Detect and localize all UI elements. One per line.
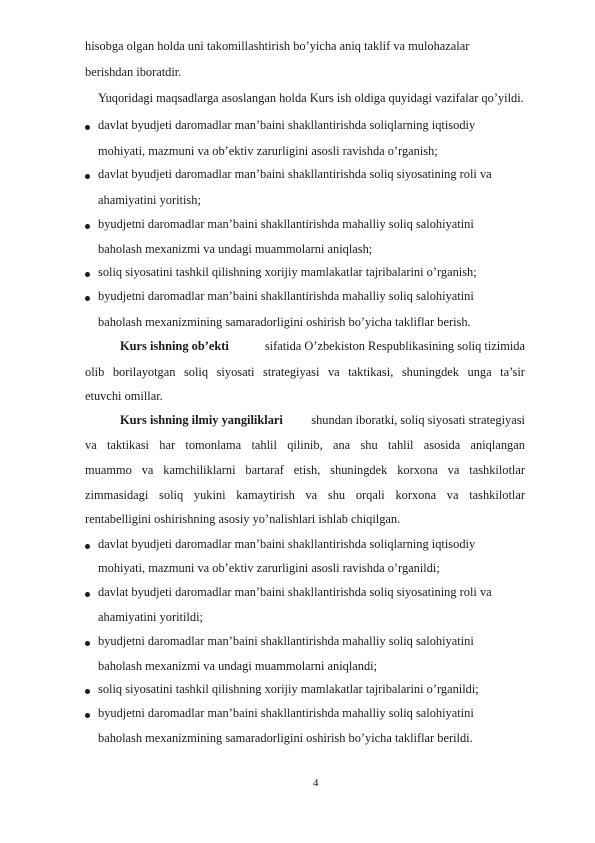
- word: siyosati: [216, 365, 255, 379]
- result-item-text: baholash mexanizmi va undagi muammolarni aniqlandi;: [98, 659, 378, 673]
- word: ana: [332, 438, 351, 452]
- word: aniqlangan: [470, 438, 525, 452]
- page-number: 4: [313, 777, 319, 789]
- task-item-text: soliq siyosatini tashkil qilishning xorijiy mamlakatlar tajribalarini o’rganish;: [98, 265, 477, 279]
- novelty-text: shundan iboratki, soliq siyosati strategiyasi: [311, 413, 525, 427]
- task-item-text: byudjetni daromadlar man’baini shakllantirishda mahalliy soliq salohiyatini: [98, 217, 474, 231]
- object-paragraph-line: [85, 364, 525, 380]
- word: va: [327, 365, 340, 379]
- word: bartaraf: [245, 463, 284, 477]
- word: kamchiliklarni: [163, 463, 236, 477]
- word: taktikasi: [107, 438, 149, 452]
- word: tashkilotlar: [469, 463, 525, 477]
- task-item-text: baholash mexanizmi va undagi muammolarni aniqlash;: [98, 242, 373, 256]
- word: har: [159, 438, 176, 452]
- task-item-text: mohiyati, mazmuni va ob’ektiv zarurligini asosli ravishda o’rganish;: [98, 144, 438, 158]
- word: unga: [467, 365, 492, 379]
- novelty-heading: Kurs ishning ilmiy yangiliklari: [120, 413, 283, 427]
- word: shuningdek: [330, 463, 388, 477]
- bullet-icon: [85, 689, 90, 694]
- bullet-icon: [85, 224, 90, 229]
- bullet-icon: [85, 174, 90, 179]
- novelty-paragraph-line: [85, 462, 525, 478]
- word: va: [446, 488, 459, 502]
- word: strategiyasi: [263, 365, 320, 379]
- task-item-text: baholash mexanizmining samaradorligini oshirish bo’yicha takliflar berish.: [98, 315, 471, 329]
- word: va: [447, 463, 460, 477]
- result-item-text: ahamiyatini yoritildi;: [98, 610, 203, 624]
- word: shu: [360, 438, 378, 452]
- word: borilayotgan: [112, 365, 176, 379]
- novelty-paragraph-line: [85, 487, 525, 503]
- word: taktikasi,: [348, 365, 394, 379]
- novelty-paragraph-line: [120, 412, 525, 428]
- result-item-text: davlat byudjeti daromadlar man’baini shakllantirishda soliqlarning iqtisodiy: [98, 537, 476, 551]
- word: tashkilotlar: [469, 488, 525, 502]
- result-item-text: davlat byudjeti daromadlar man’baini shakllantirishda soliq siyosatining roli va: [98, 585, 492, 599]
- bullet-icon: [85, 125, 90, 130]
- word: muammo: [85, 463, 132, 477]
- word: orqali: [355, 488, 385, 502]
- result-item-text: byudjetni daromadlar man’baini shakllantirishda mahalliy soliq salohiyatini: [98, 706, 474, 720]
- word: korxona: [395, 488, 437, 502]
- result-item-text: soliq siyosatini tashkil qilishning xorijiy mamlakatlar tajribalarini o’rganildi;: [98, 682, 479, 696]
- novelty-paragraph-line: [85, 437, 525, 453]
- word: yukini: [193, 488, 226, 502]
- task-item-text: davlat byudjeti daromadlar man’baini shakllantirishda soliqlarning iqtisodiy: [98, 118, 476, 132]
- word: soliq: [159, 488, 184, 502]
- bullet-icon: [85, 296, 90, 301]
- word: va: [85, 438, 97, 452]
- word: va: [305, 488, 318, 502]
- word: kamaytirish: [236, 488, 295, 502]
- object-heading: Kurs ishning ob’ekti: [120, 339, 229, 353]
- task-item-text: davlat byudjeti daromadlar man’baini shakllantirishda soliq siyosatining roli va: [98, 167, 492, 181]
- word: olib: [85, 365, 105, 379]
- text-line: etuvchi omillar.: [85, 389, 163, 403]
- bullet-icon: [85, 592, 90, 597]
- object-paragraph-line: [120, 338, 525, 354]
- result-item-text: baholash mexanizmining samaradorligini oshirish bo’yicha takliflar berildi.: [98, 731, 473, 745]
- task-item-text: ahamiyatini yoritish;: [98, 193, 201, 207]
- word: zimmasidagi: [85, 488, 149, 502]
- bullet-icon: [85, 544, 90, 549]
- text-line: berishdan iboratdir.: [85, 65, 182, 79]
- bullet-icon: [85, 641, 90, 646]
- word: va: [141, 463, 154, 477]
- bullet-icon: [85, 713, 90, 718]
- word: qilinib,: [287, 438, 323, 452]
- word: tahlil: [251, 438, 277, 452]
- word: shu: [327, 488, 346, 502]
- word: tomonlama: [185, 438, 242, 452]
- bullet-icon: [85, 272, 90, 277]
- word: soliq: [183, 365, 209, 379]
- word: tahlil: [388, 438, 414, 452]
- word: ta’sir: [500, 365, 525, 379]
- text-line: Yuqoridagi maqsadlarga asoslangan holda Kurs ish oldiga quyidagi vazifalar qo’yildi.: [98, 91, 524, 105]
- word: korxona: [397, 463, 438, 477]
- result-item-text: mohiyati, mazmuni va ob’ektiv zarurligini asosli ravishda o’rganildi;: [98, 561, 440, 575]
- result-item-text: byudjetni daromadlar man’baini shakllantirishda mahalliy soliq salohiyatini: [98, 634, 474, 648]
- text-line: rentabelligini oshirishning asosiy yo’nalishlari ishlab chiqilgan.: [85, 512, 401, 526]
- word: asosida: [423, 438, 461, 452]
- task-item-text: byudjetni daromadlar man’baini shakllantirishda mahalliy soliq salohiyatini: [98, 289, 474, 303]
- object-text: sifatida O’zbekiston Respublikasining soliq tizimida: [264, 339, 525, 353]
- word: etish,: [293, 463, 321, 477]
- word: shuningdek: [401, 365, 459, 379]
- text-line: hisobga olgan holda uni takomillashtirish bo’yicha aniq taklif va mulohazalar: [85, 39, 470, 53]
